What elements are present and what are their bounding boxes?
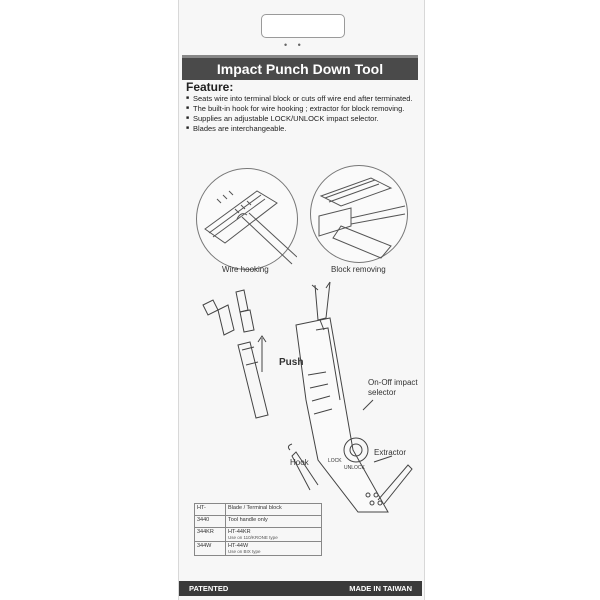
patented-label: PATENTED bbox=[189, 584, 229, 593]
feature-item: ■ The built-in hook for wire hooking ; extractor for block removing. bbox=[186, 104, 416, 113]
title-bar bbox=[182, 55, 418, 80]
extractor-caption: Extractor bbox=[374, 448, 407, 457]
footer-bar bbox=[179, 581, 422, 596]
hook-caption: Hook bbox=[290, 458, 309, 467]
row-desc: HT-44W bbox=[228, 543, 249, 549]
tool-lock-label: LOCK bbox=[328, 458, 342, 464]
table-row bbox=[195, 504, 322, 516]
row-desc: Tool handle only bbox=[228, 517, 268, 523]
spec-table bbox=[194, 503, 322, 556]
feature-heading: Feature: bbox=[186, 80, 234, 94]
package-title: Impact Punch Down Tool bbox=[216, 61, 384, 77]
table-header-cell: Blade / Terminal block bbox=[226, 504, 322, 516]
feature-item: ■ Seats wire into terminal block or cuts off wire end after terminated. bbox=[186, 94, 416, 103]
on-off-selector-caption: On-Off impact selector bbox=[368, 378, 418, 397]
table-cell bbox=[226, 516, 322, 528]
row-sub: Use on BIX type bbox=[228, 549, 261, 554]
push-label: Push bbox=[279, 357, 304, 368]
tool-unlock-label: UNLOCK bbox=[344, 465, 365, 471]
hang-hole bbox=[261, 14, 345, 38]
table-row bbox=[195, 542, 322, 556]
feature-list bbox=[186, 94, 416, 134]
feature-item: ■ Supplies an adjustable LOCK/UNLOCK impact selector. bbox=[186, 114, 416, 123]
block-removing-caption: Block removing bbox=[331, 265, 386, 274]
wire-hooking-caption: Wire hooking bbox=[222, 265, 269, 274]
origin-label: MADE IN TAIWAN bbox=[349, 584, 412, 593]
table-cell bbox=[226, 542, 322, 556]
hang-hole-dots: • • bbox=[284, 40, 305, 50]
table-header-cell: HT- bbox=[195, 504, 226, 516]
feature-item: ■ Blades are interchangeable. bbox=[186, 124, 416, 133]
table-cell: 344W bbox=[195, 542, 226, 556]
table-cell: 344KR bbox=[195, 528, 226, 542]
row-sub: Use on 110/KRONE type bbox=[228, 535, 278, 540]
table-cell bbox=[226, 528, 322, 542]
table-row bbox=[195, 528, 322, 542]
row-desc: HT-44KR bbox=[228, 529, 251, 535]
blade-part bbox=[203, 300, 218, 315]
table-cell: 3440 bbox=[195, 516, 226, 528]
table-row bbox=[195, 516, 322, 528]
